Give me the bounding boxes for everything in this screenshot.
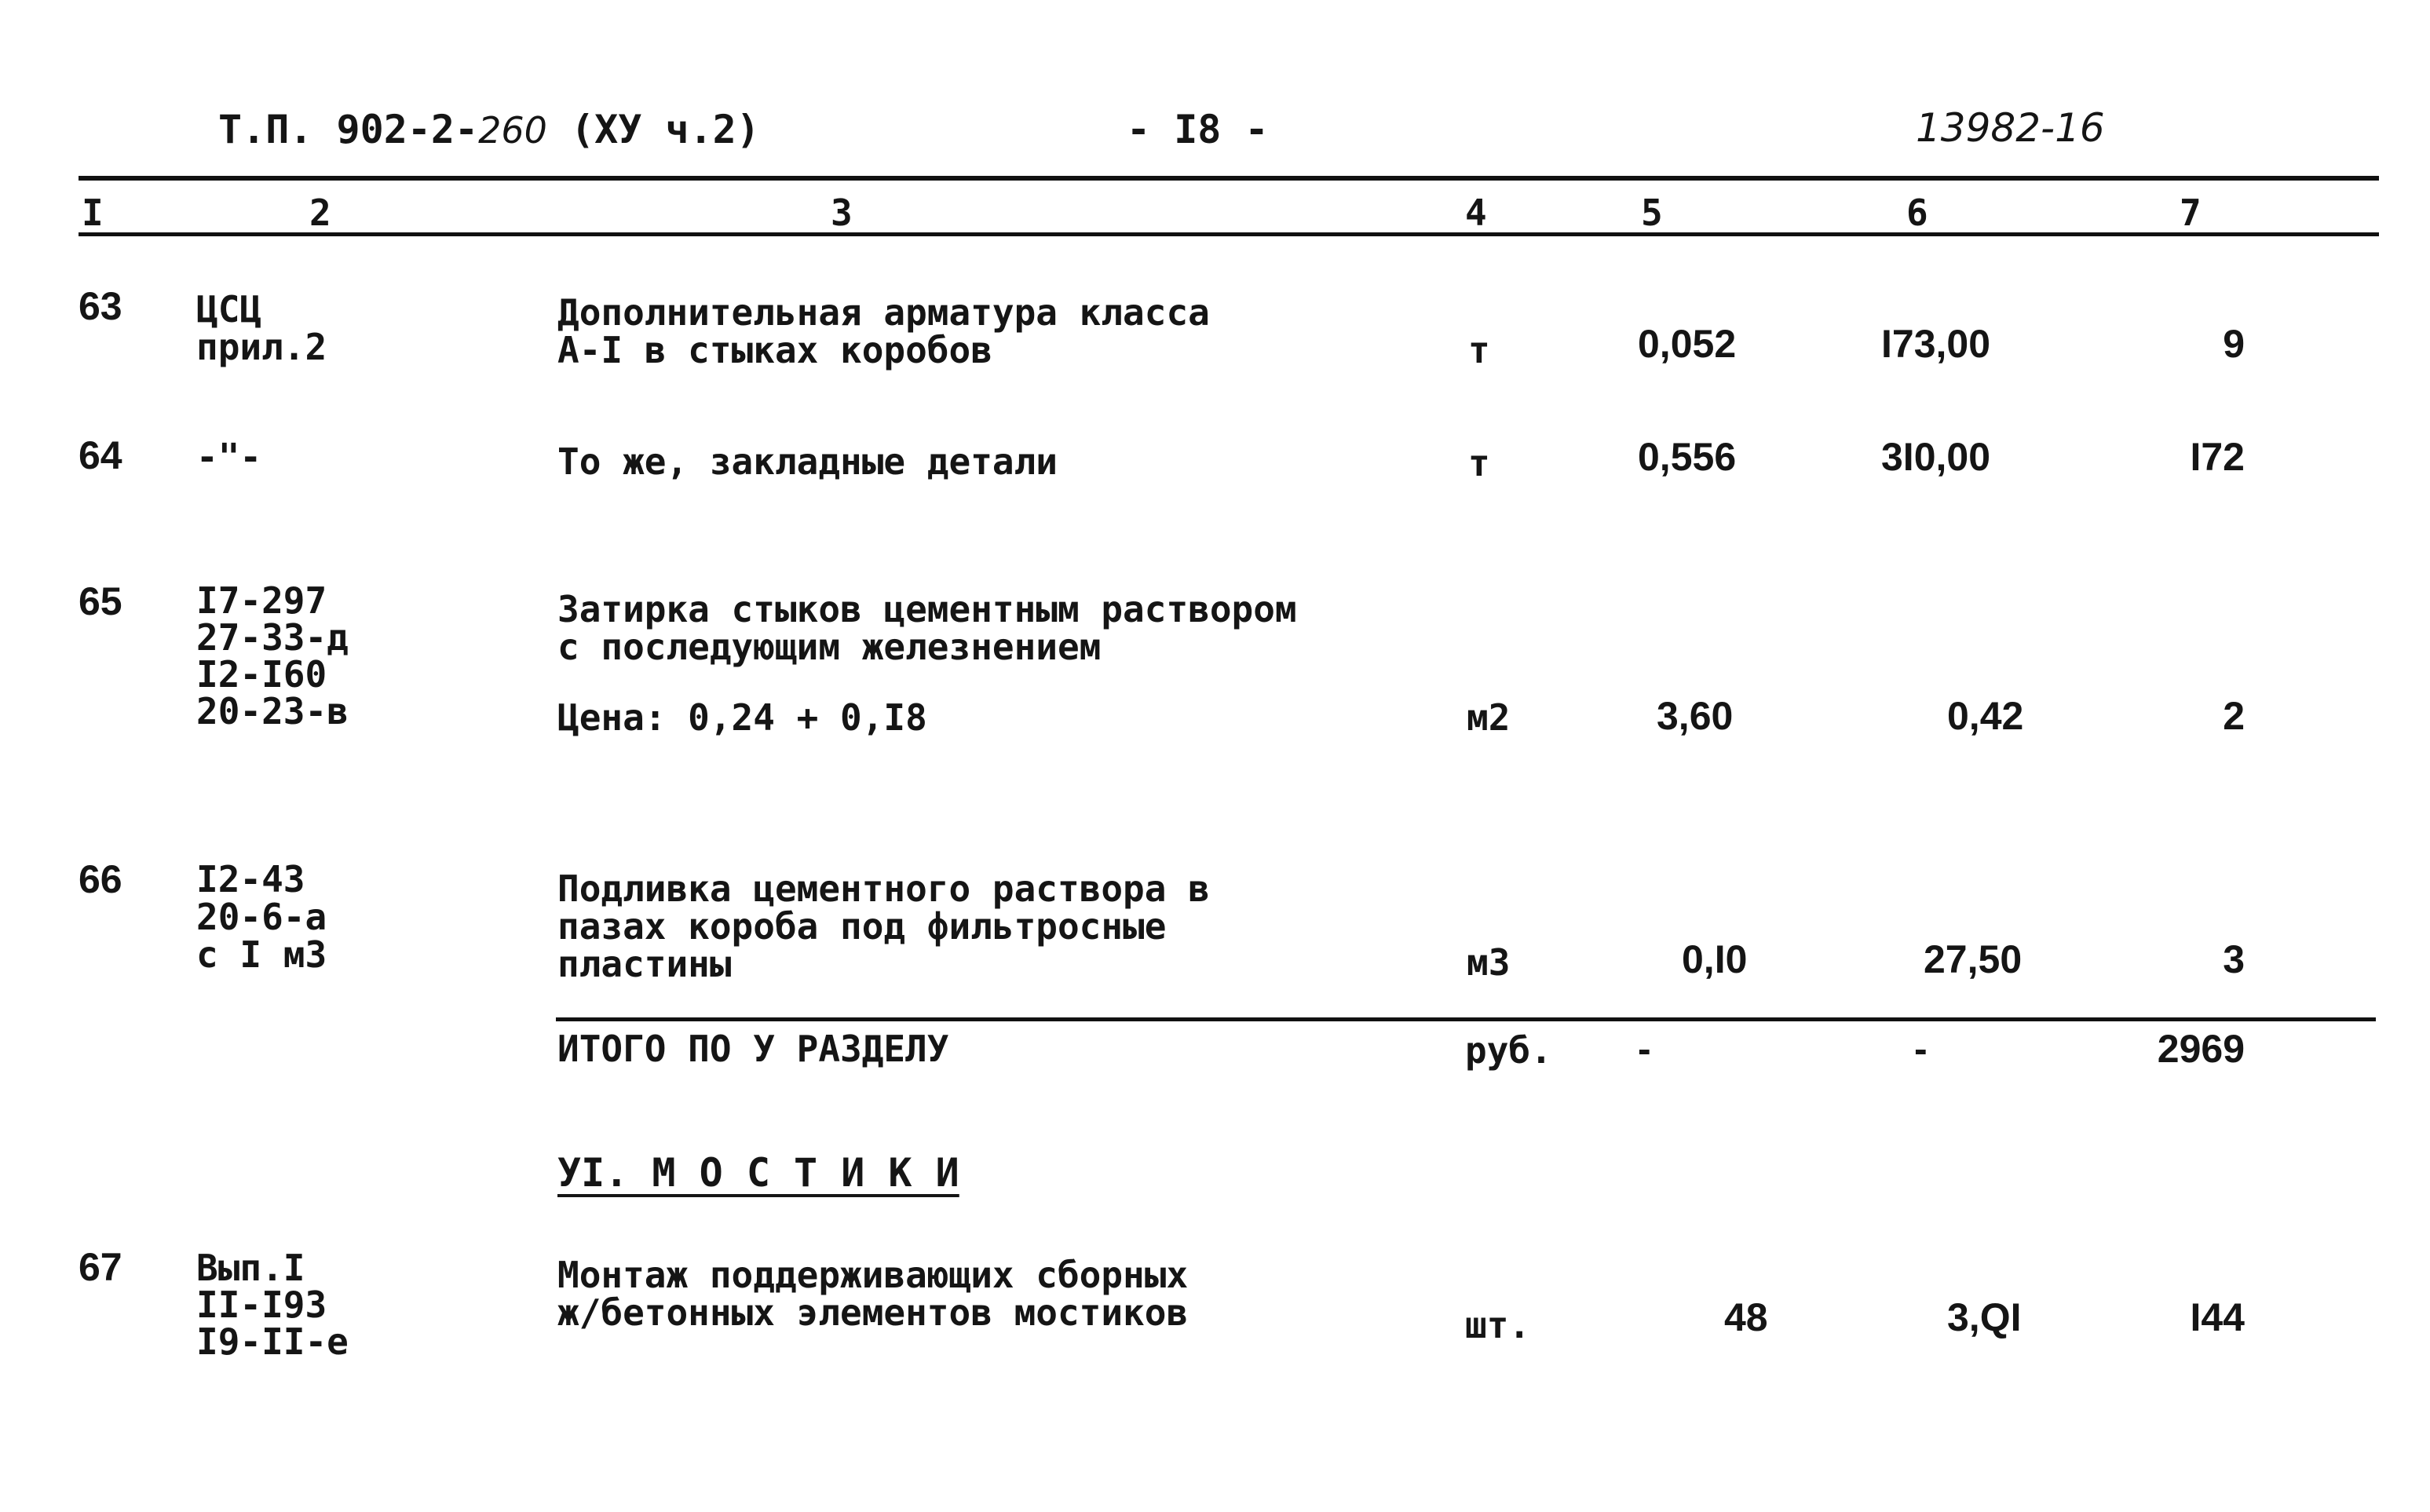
- total-label: ИТОГО ПО У РАЗДЕЛУ: [557, 1028, 949, 1070]
- row-quantity: 0,052: [1638, 322, 1737, 366]
- row-number: 66: [79, 857, 122, 901]
- col-header-6: 6: [1906, 192, 1928, 234]
- doc-suffix: (XУ ч.2): [546, 107, 760, 152]
- total-price: -: [1914, 1027, 1928, 1071]
- row-price: 3I0,00: [1881, 435, 1991, 479]
- row-description: Дополнительная арматура класса А-I в стыках коробов: [557, 291, 1210, 371]
- row-description: Затирка стыков цементным раствором с последующим железнением: [557, 588, 1297, 668]
- row-description: Подливка цементного раствора в пазах короба под фильтросные пластины: [557, 867, 1210, 985]
- total-unit: руб.: [1465, 1029, 1552, 1072]
- row-description: Монтаж поддерживающих сборных ж/бетонных элементов мостиков: [557, 1254, 1189, 1334]
- row-total: 9: [2223, 322, 2245, 366]
- row-quantity: 0,I0: [1682, 937, 1748, 981]
- doc-handwritten-number: 260: [478, 109, 547, 152]
- row-reference: I2-43 20-6-а с I м3: [196, 858, 327, 976]
- page-number: - I8 -: [1127, 107, 1269, 152]
- row-total: I44: [2190, 1295, 2245, 1339]
- row-number: 65: [79, 579, 122, 623]
- section-title: УI. М О С Т И К И: [557, 1150, 959, 1196]
- header-top-rule: [79, 176, 2379, 181]
- row-quantity: 3,60: [1657, 694, 1734, 738]
- row-number: 67: [79, 1245, 122, 1289]
- row-unit: м3: [1467, 941, 1511, 984]
- col-header-1: I: [82, 192, 104, 234]
- row-total: I72: [2190, 435, 2245, 479]
- row-price: 3,QI: [1947, 1295, 2022, 1339]
- row-price: 0,42: [1947, 694, 2024, 738]
- row-number: 64: [79, 433, 122, 477]
- col-header-2: 2: [309, 192, 331, 234]
- row-total: 2: [2223, 694, 2245, 738]
- col-header-5: 5: [1641, 192, 1663, 234]
- col-header-4: 4: [1465, 192, 1487, 234]
- row-quantity: 48: [1724, 1295, 1768, 1339]
- row-reference: I7-297 27-33-д I2-I60 20-23-в: [196, 579, 349, 732]
- total-quantity: -: [1638, 1027, 1651, 1071]
- row-reference: -"-: [196, 436, 262, 478]
- reference-number: 13982-16: [1916, 105, 2105, 151]
- total-value: 2969: [2157, 1027, 2245, 1071]
- row-price-note: Цена: 0,24 + 0,I8: [557, 696, 927, 739]
- col-header-7: 7: [2180, 192, 2202, 234]
- row-quantity: 0,556: [1638, 435, 1737, 479]
- total-rule: [556, 1017, 2376, 1021]
- row-reference: Вып.I II-I93 I9-II-е: [196, 1247, 349, 1363]
- doc-designation: [218, 107, 760, 152]
- row-price: 27,50: [1924, 937, 2023, 981]
- row-number: 63: [79, 284, 122, 328]
- col-header-3: 3: [831, 192, 853, 234]
- row-unit: шт.: [1465, 1304, 1531, 1346]
- doc-prefix: Т.П. 902-2-: [218, 107, 479, 152]
- row-unit: т: [1468, 329, 1490, 371]
- row-price: I73,00: [1881, 322, 1991, 366]
- row-unit: м2: [1467, 696, 1511, 739]
- header-bottom-rule: [79, 232, 2379, 236]
- row-description: То же, закладные детали: [557, 440, 1058, 483]
- row-reference: ЦСЦ прил.2: [196, 288, 327, 368]
- row-total: 3: [2223, 937, 2245, 981]
- row-unit: т: [1468, 442, 1490, 484]
